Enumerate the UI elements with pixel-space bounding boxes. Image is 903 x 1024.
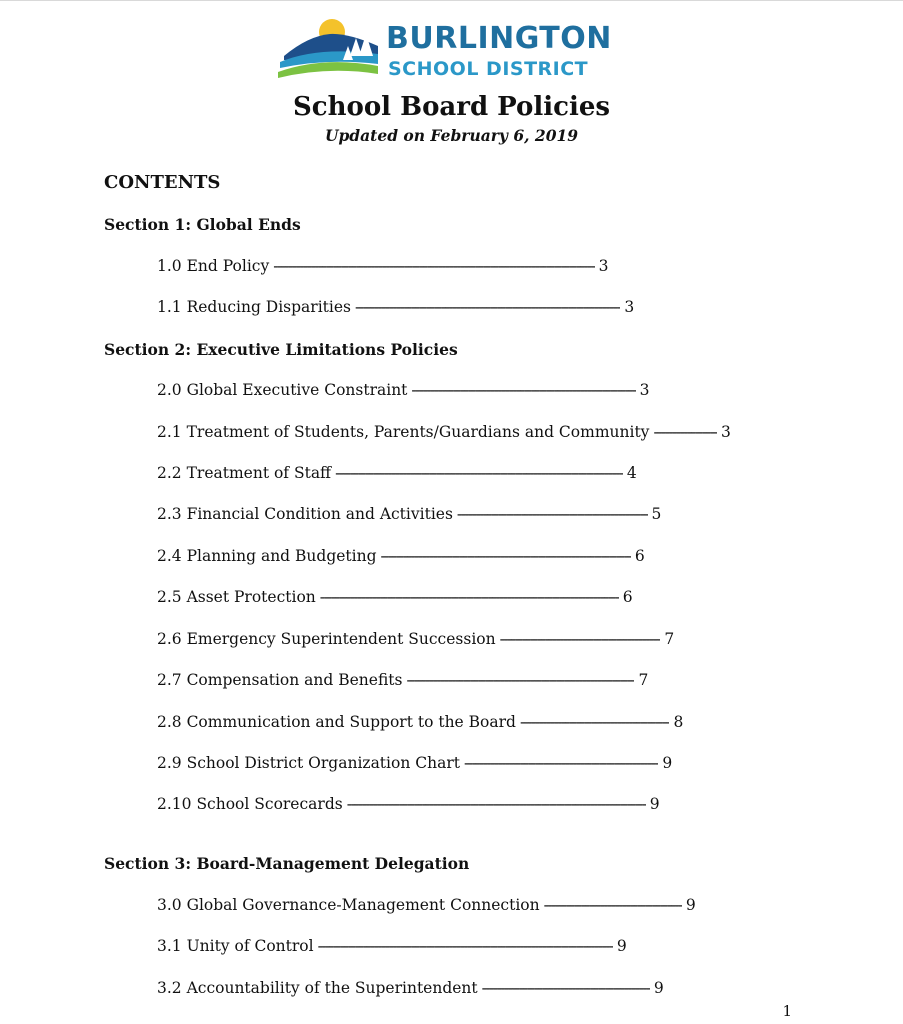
toc-entry-page: 6 bbox=[622, 588, 633, 606]
toc-leader: ------------------------------------------------------------ bbox=[411, 381, 636, 399]
toc-entry-label: 1.1 Reducing Disparities bbox=[157, 298, 351, 316]
toc-entry-page: 8 bbox=[673, 713, 684, 731]
toc-entry-page: 9 bbox=[649, 795, 660, 813]
toc-entry[interactable] bbox=[157, 896, 696, 914]
toc-entry-label: 2.6 Emergency Superintendent Succession bbox=[157, 630, 496, 648]
toc-entry[interactable] bbox=[157, 298, 634, 316]
toc-leader: ----------------------------------------------------------------------- bbox=[354, 298, 621, 316]
page-top-border bbox=[0, 0, 903, 1]
toc-leader: -------------------------------------------------------------------------------- bbox=[346, 795, 646, 813]
toc-entry-label: 2.10 School Scorecards bbox=[157, 795, 343, 813]
toc-entry-page: 3 bbox=[624, 298, 635, 316]
toc-entry[interactable] bbox=[157, 979, 664, 997]
toc-entry-label: 2.0 Global Executive Constraint bbox=[157, 381, 408, 399]
section-heading: Section 3: Board-Management Delegation bbox=[104, 854, 470, 873]
toc-leader: ------------------------------------------- bbox=[499, 630, 661, 648]
page-number: 1 bbox=[782, 1002, 792, 1020]
document-title: School Board Policies bbox=[292, 92, 611, 122]
toc-leader: -------------------------------------------------------------------------------------- bbox=[273, 257, 595, 275]
document-subtitle: Updated on February 6, 2019 bbox=[324, 126, 579, 145]
toc-entry[interactable] bbox=[157, 713, 683, 731]
toc-entry-label: 2.1 Treatment of Students, Parents/Guardians and Community bbox=[157, 423, 650, 441]
toc-leader: ------------------------------------------------------------------------------- bbox=[317, 937, 613, 955]
toc-entry-label: 2.3 Financial Condition and Activities bbox=[157, 505, 453, 523]
toc-entry[interactable] bbox=[157, 937, 627, 955]
toc-entry-page: 7 bbox=[638, 671, 649, 689]
contents-heading: CONTENTS bbox=[104, 172, 221, 193]
toc-entry-page: 3 bbox=[720, 423, 731, 441]
toc-entry-page: 9 bbox=[616, 937, 627, 955]
toc-entry[interactable] bbox=[157, 671, 648, 689]
toc-entry-page: 7 bbox=[664, 630, 675, 648]
toc-entry-label: 2.4 Planning and Budgeting bbox=[157, 547, 377, 565]
toc-leader: ---------------------------------------- bbox=[519, 713, 670, 731]
toc-entry[interactable] bbox=[157, 588, 633, 606]
toc-entry[interactable] bbox=[157, 464, 637, 482]
toc-entry-label: 2.7 Compensation and Benefits bbox=[157, 671, 403, 689]
toc-entry[interactable] bbox=[157, 505, 661, 523]
toc-entry[interactable] bbox=[157, 795, 660, 813]
district-logo bbox=[278, 16, 628, 82]
toc-entry-label: 2.2 Treatment of Staff bbox=[157, 464, 332, 482]
section-heading: Section 1: Global Ends bbox=[104, 215, 301, 234]
toc-entry-page: 9 bbox=[653, 979, 664, 997]
logo-title: BURLINGTON bbox=[386, 21, 612, 56]
toc-entry[interactable] bbox=[157, 547, 645, 565]
toc-entry[interactable] bbox=[157, 381, 650, 399]
toc-leader: -------------------------------------------------------------------------------- bbox=[319, 588, 619, 606]
toc-entry[interactable] bbox=[157, 630, 674, 648]
toc-leader: ------------------------------------- bbox=[543, 896, 682, 914]
toc-entry-label: 2.5 Asset Protection bbox=[157, 588, 316, 606]
toc-entry-label: 2.9 School District Organization Chart bbox=[157, 754, 460, 772]
logo-emblem-icon bbox=[278, 16, 383, 82]
toc-entry[interactable] bbox=[157, 257, 609, 275]
toc-entry-page: 6 bbox=[634, 547, 645, 565]
toc-entry[interactable] bbox=[157, 423, 731, 441]
toc-leader: ------------------------------------------------------------- bbox=[406, 671, 635, 689]
toc-entry[interactable] bbox=[157, 754, 672, 772]
toc-entry-label: 2.8 Communication and Support to the Board bbox=[157, 713, 516, 731]
section-heading: Section 2: Executive Limitations Policies bbox=[104, 340, 458, 359]
toc-entry-page: 4 bbox=[626, 464, 637, 482]
toc-entry-label: 1.0 End Policy bbox=[157, 257, 270, 275]
toc-entry-page: 5 bbox=[651, 505, 662, 523]
toc-entry-page: 3 bbox=[639, 381, 650, 399]
toc-entry-label: 3.0 Global Governance-Management Connection bbox=[157, 896, 540, 914]
toc-entry-page: 9 bbox=[685, 896, 696, 914]
toc-leader: ----------------- bbox=[653, 423, 717, 441]
toc-entry-page: 9 bbox=[662, 754, 673, 772]
toc-leader: ------------------------------------------------------------------- bbox=[380, 547, 631, 565]
toc-leader: ----------------------------------------------------------------------------- bbox=[335, 464, 623, 482]
toc-entry-label: 3.2 Accountability of the Superintendent bbox=[157, 979, 478, 997]
toc-leader: --------------------------------------------------- bbox=[456, 505, 648, 523]
toc-leader: ---------------------------------------------------- bbox=[463, 754, 659, 772]
toc-entry-page: 3 bbox=[598, 257, 609, 275]
logo-subtitle: SCHOOL DISTRICT bbox=[388, 58, 589, 80]
toc-entry-label: 3.1 Unity of Control bbox=[157, 937, 314, 955]
toc-leader: --------------------------------------------- bbox=[481, 979, 650, 997]
